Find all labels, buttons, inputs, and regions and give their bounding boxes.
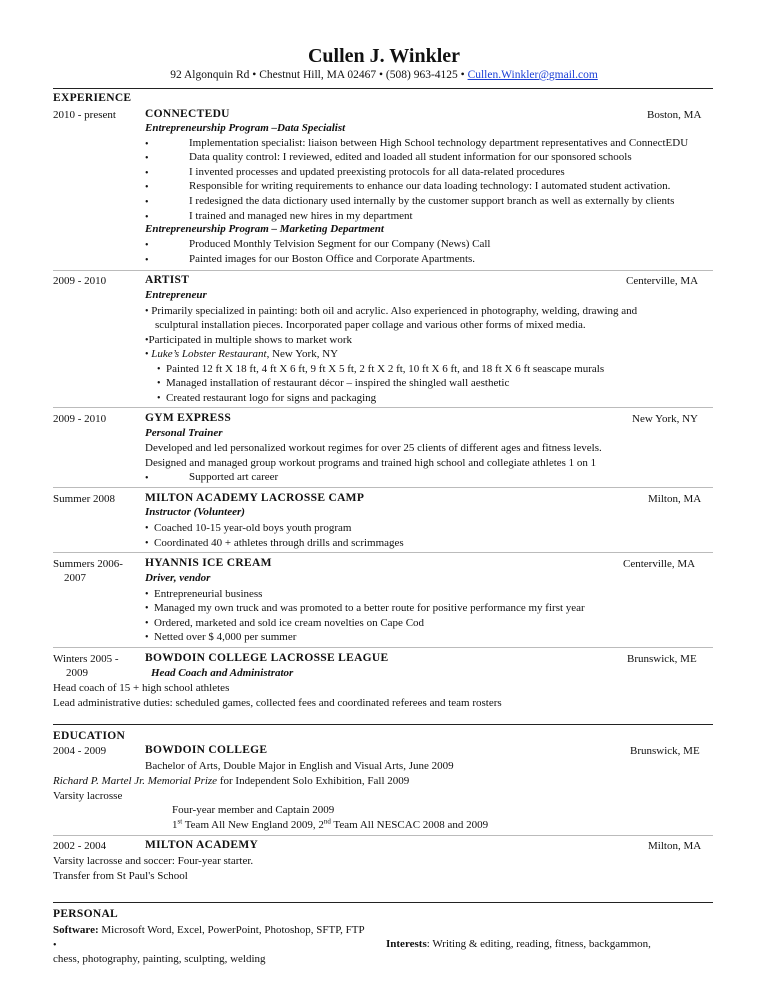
- bullet-icon: •: [53, 940, 57, 951]
- list-item: [145, 347, 338, 362]
- interests-line: [386, 937, 651, 951]
- list-item-text: Managed installation of restaurant décor – inspired the shingled wall aesthetic: [166, 377, 510, 389]
- edu-dates: 2004 - 2009: [53, 745, 107, 757]
- interests-list: : Writing & editing, reading, fitness, backgammon,: [426, 938, 651, 950]
- job-dates: Summers 2006-: [53, 558, 123, 570]
- education-heading: EDUCATION: [53, 730, 126, 742]
- job-dates: 2010 - present: [53, 109, 116, 121]
- list-item-text: Painted 12 ft X 18 ft, 4 ft X 6 ft, 9 ft X 5 ft, 2 ft X 2 ft, 10 ft X 6 ft, and 18 ft X 6 ft seascape murals: [166, 363, 605, 375]
- edu-location: Brunswick, ME: [630, 745, 700, 757]
- list-item-text: Supported art career: [189, 471, 279, 483]
- bullet-icon: •: [145, 632, 149, 643]
- job-org: HYANNIS ICE CREAM: [145, 557, 272, 569]
- job-org: MILTON ACADEMY LACROSSE CAMP: [145, 492, 365, 504]
- bullet-icon: •: [145, 153, 149, 164]
- job-role: Driver, vendor: [145, 572, 211, 584]
- section-divider: [53, 487, 713, 488]
- list-item: Painted images for our Boston Office and Corporate Apartments.: [189, 253, 476, 265]
- list-item: [145, 587, 262, 602]
- edu-school: MILTON ACADEMY: [145, 839, 259, 851]
- edu-detail: Transfer from St Paul's School: [53, 870, 188, 882]
- list-item: [145, 521, 351, 536]
- list-item: [145, 616, 424, 631]
- list-item: I redesigned the data dictionary used internally by the customer support branch as well as externally by clients: [189, 195, 675, 207]
- job-description: Designed and managed group workout programs and trained high school and collegiate athletes 1 on 1: [145, 457, 597, 469]
- bullet-icon: •: [157, 364, 161, 375]
- section-divider: [53, 902, 713, 903]
- job-role: Instructor (Volunteer): [145, 506, 245, 518]
- list-item-text: Primarily specialized in painting: both oil and acrylic. Also experienced in photography, welding, drawing and: [151, 305, 638, 317]
- job-location: New York, NY: [632, 413, 699, 425]
- list-item-text: Coordinated 40 + athletes through drills and scrimmages: [154, 537, 404, 549]
- email-link[interactable]: Cullen.Winkler@gmail.com: [467, 69, 598, 81]
- bullet-icon: •: [145, 139, 149, 150]
- restaurant-location: , New York, NY: [266, 348, 339, 360]
- honor-text: Team All New England 2009, 2: [182, 819, 324, 831]
- job-description: Head coach of 15 + high school athletes: [53, 682, 230, 694]
- list-item: [145, 180, 149, 195]
- honor-text: Team All NESCAC 2008 and 2009: [330, 819, 489, 831]
- job-role: Head Coach and Administrator: [151, 667, 294, 679]
- section-divider: [53, 835, 713, 836]
- list-item: I invented processes and updated preexisting protocols for all data-related procedures: [189, 166, 565, 178]
- software-line: [53, 923, 365, 937]
- sub-list-item: [157, 362, 604, 377]
- edu-activity-item: Four-year member and Captain 2009: [172, 804, 335, 816]
- bullet-icon: •: [145, 306, 149, 317]
- prize-detail: for Independent Solo Exhibition, Fall 2009: [217, 775, 410, 787]
- edu-degree: Bachelor of Arts, Double Major in English and Visual Arts, June 2009: [145, 760, 454, 772]
- job-location: Boston, MA: [647, 109, 702, 121]
- job-role: Entrepreneur: [145, 289, 207, 301]
- job-location: Milton, MA: [648, 493, 702, 505]
- job-role: Entrepreneurship Program –Data Specialist: [145, 122, 346, 134]
- section-divider: [53, 552, 713, 553]
- edu-dates: 2002 - 2004: [53, 840, 107, 852]
- bullet-icon: •: [145, 618, 149, 629]
- edu-school: BOWDOIN COLLEGE: [145, 744, 268, 756]
- job-role: Personal Trainer: [145, 427, 223, 439]
- job-location: Centerville, MA: [626, 275, 699, 287]
- bullet-icon: •: [145, 197, 149, 208]
- section-divider: [53, 724, 713, 725]
- section-divider: [53, 270, 713, 271]
- sub-list-item: [157, 376, 509, 391]
- prize-name: Richard P. Martel Jr. Memorial Prize: [53, 775, 218, 787]
- interests-label: Interests: [386, 938, 427, 950]
- job-description: Developed and led personalized workout regimes for over 25 clients of different ages and fitness levels.: [145, 442, 602, 454]
- bullet-icon: •: [145, 523, 149, 534]
- list-item-text: Coached 10-15 year-old boys youth program: [154, 522, 352, 534]
- header-divider: [53, 88, 713, 89]
- job-description: Lead administrative duties: scheduled games, collected fees and coordinated referees and team rosters: [53, 697, 502, 709]
- edu-activity: Varsity lacrosse: [53, 790, 123, 802]
- list-item: [145, 333, 352, 348]
- edu-prize: [53, 774, 409, 788]
- list-item: Responsible for writing requirements to enhance our data loading technology: I automated student activation.: [189, 180, 671, 192]
- bullet-icon: •: [145, 603, 149, 614]
- bullet-icon: •: [145, 240, 149, 251]
- list-item: I trained and managed new hires in my department: [189, 210, 413, 222]
- bullet-icon: •: [145, 473, 149, 484]
- interests-continued: chess, photography, painting, sculpting, welding: [53, 953, 266, 965]
- job-org: CONNECTEDU: [145, 108, 230, 120]
- bullet-icon: •: [145, 255, 149, 266]
- bullet-icon: •: [157, 378, 161, 389]
- list-item: [53, 938, 57, 953]
- list-item: Implementation specialist: liaison between High School technology department representatives and ConnectEDU: [189, 137, 689, 149]
- experience-heading: EXPERIENCE: [53, 92, 132, 104]
- list-item: [145, 195, 149, 210]
- list-item: [145, 238, 149, 253]
- restaurant-name: Luke’s Lobster Restaurant: [151, 348, 267, 360]
- list-item-continued: sculptural installation pieces. Incorporated paper collage and various other forms of mixed media.: [155, 319, 586, 331]
- edu-location: Milton, MA: [648, 840, 702, 852]
- list-item: [145, 630, 296, 645]
- job-dates: 2009 - 2010: [53, 275, 107, 287]
- job-dates: Winters 2005 -: [53, 653, 119, 665]
- software-label: Software:: [53, 924, 99, 936]
- list-item: [145, 601, 585, 616]
- job-org: BOWDOIN COLLEGE LACROSSE LEAGUE: [145, 652, 389, 664]
- list-item: [145, 166, 149, 181]
- bullet-icon: •: [145, 589, 149, 600]
- bullet-icon: •: [145, 212, 149, 223]
- list-item-text: Created restaurant logo for signs and packaging: [166, 392, 377, 404]
- list-item: [145, 304, 637, 319]
- list-item: [145, 151, 149, 166]
- list-item: Data quality control: I reviewed, edited and loaded all student information for our sponsored schools: [189, 151, 632, 163]
- job-org: GYM EXPRESS: [145, 412, 232, 424]
- job-location: Centerville, MA: [623, 558, 696, 570]
- list-item: [145, 536, 404, 551]
- bullet-icon: •: [145, 538, 149, 549]
- job-dates: 2009: [66, 667, 88, 679]
- bullet-icon: •: [145, 182, 149, 193]
- list-item-text: Managed my own truck and was promoted to a better route for positive performance my first year: [154, 602, 585, 614]
- list-item-text: Netted over $ 4,000 per summer: [154, 631, 297, 643]
- edu-detail: Varsity lacrosse and soccer: Four-year starter.: [53, 855, 254, 867]
- edu-activity-item: [172, 818, 488, 832]
- ordinal-suffix: st: [177, 817, 183, 826]
- contact-line: [0, 69, 768, 81]
- job-dates: Summer 2008: [53, 493, 116, 505]
- list-item-text: Participated in multiple shows to market work: [148, 334, 352, 346]
- personal-heading: PERSONAL: [53, 908, 119, 920]
- job-org: ARTIST: [145, 274, 190, 286]
- list-item: Produced Monthly Telvision Segment for our Company (News) Call: [189, 238, 491, 250]
- bullet-icon: •: [157, 393, 161, 404]
- contact-info: 92 Algonquin Rd • Chestnut Hill, MA 02467 • (508) 963-4125 •: [170, 69, 465, 81]
- ordinal-suffix: nd: [323, 817, 331, 826]
- resume-name: Cullen J. Winkler: [307, 45, 461, 67]
- section-divider: [53, 647, 713, 648]
- job-role: Entrepreneurship Program – Marketing Department: [145, 223, 384, 235]
- software-list: Microsoft Word, Excel, PowerPoint, Photoshop, SFTP, FTP: [98, 924, 365, 936]
- job-dates: 2009 - 2010: [53, 413, 107, 425]
- section-divider: [53, 407, 713, 408]
- job-dates: 2007: [64, 572, 86, 584]
- sub-list-item: [157, 391, 376, 406]
- honor-rank: 1: [172, 819, 178, 831]
- list-item: [145, 471, 149, 486]
- bullet-icon: •: [145, 335, 149, 346]
- list-item-text: Ordered, marketed and sold ice cream novelties on Cape Cod: [154, 617, 425, 629]
- bullet-icon: •: [145, 349, 149, 360]
- job-location: Brunswick, ME: [627, 653, 697, 665]
- bullet-icon: •: [145, 168, 149, 179]
- list-item: [145, 253, 149, 268]
- list-item: [145, 137, 149, 152]
- list-item-text: Entrepreneurial business: [154, 588, 263, 600]
